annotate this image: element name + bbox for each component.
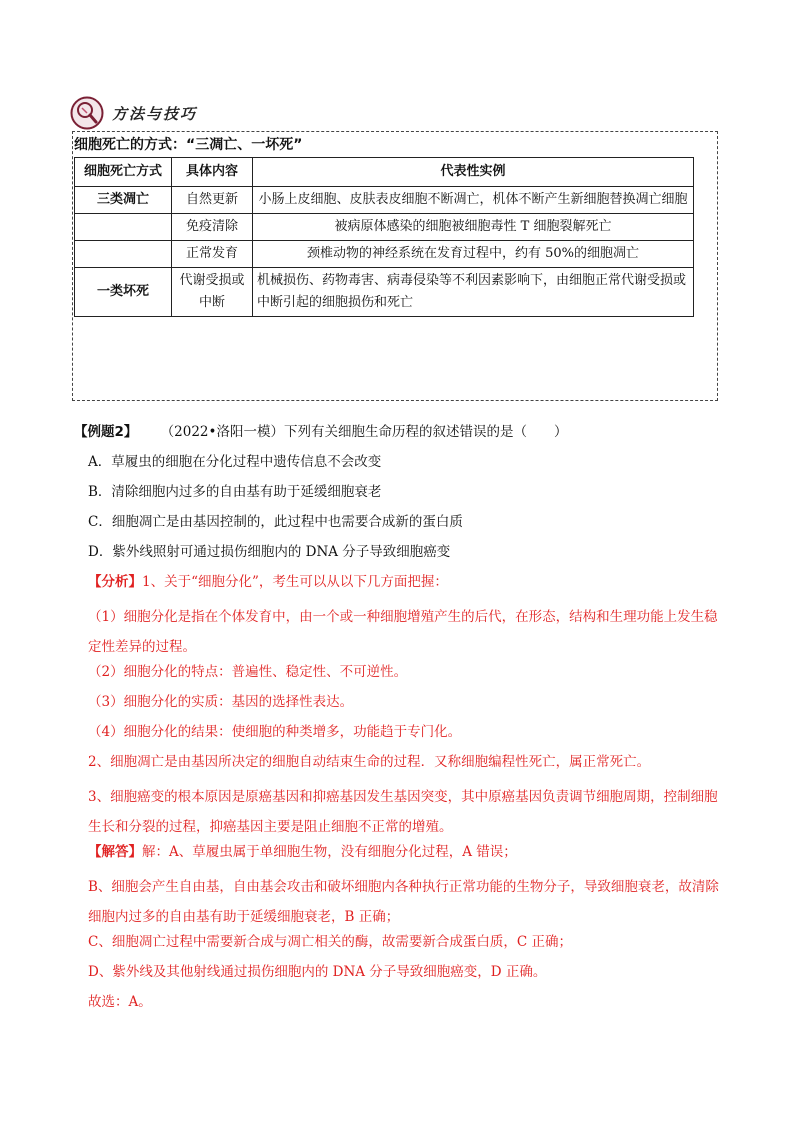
question-stem (74, 422, 567, 442)
answer-line: C、细胞凋亡过程中需要新合成与凋亡相关的酶，故需要新合成蛋白质，C 正确； (88, 934, 572, 950)
section-title: 方法与技巧 (112, 104, 198, 123)
example-cell: 机械损伤、药物毒害、病毒侵染等不利因素影响下，由细胞正常代谢受损或中断引起的细胞损伤和死亡 (253, 268, 694, 317)
option-d: D．紫外线照射可通过损伤细胞内的 DNA 分子导致细胞癌变 (88, 544, 451, 560)
analysis-line: （4）细胞分化的结果：使细胞的种类增多，功能趋于专门化。 (88, 724, 462, 740)
analysis-line: （3）细胞分化的实质：基因的选择性表达。 (88, 694, 354, 710)
magnifier-badge-icon (70, 96, 104, 130)
answer-tag: 【解答】 (88, 844, 142, 860)
answer-line: D、紫外线及其他射线通过损伤细胞内的 DNA 分子导致细胞癌变，D 正确。 (88, 964, 547, 980)
analysis-tag: 【分析】 (88, 574, 142, 590)
answer-line (88, 842, 738, 862)
analysis-line (88, 572, 738, 592)
answer-line: B、细胞会产生自由基，自由基会攻击和破坏细胞内各种执行正常功能的生物分子，导致细胞衰老，故清除细胞内过多的自由基有助于延缓细胞衰老，B 正确； (88, 879, 719, 925)
table-row (75, 241, 694, 268)
table-row (75, 214, 694, 241)
question-tag: 【例题2】 (74, 424, 138, 440)
col-header: 具体内容 (172, 158, 253, 187)
content-cell: 自然更新 (172, 187, 253, 214)
analysis-line: 2、细胞凋亡是由基因所决定的细胞自动结束生命的过程．又称细胞编程性死亡，属正常死亡。 (88, 754, 651, 770)
table-row (75, 268, 694, 317)
section-header (70, 96, 197, 130)
type-cell (75, 214, 172, 241)
col-header: 细胞死亡方式 (75, 158, 172, 187)
example-cell: 颈椎动物的神经系统在发育过程中，约有 50%的细胞凋亡 (253, 241, 694, 268)
answer-text: 解：A、草履虫属于单细胞生物，没有细胞分化过程，A 错误； (142, 844, 517, 860)
type-cell: 三类凋亡 (75, 187, 172, 214)
example-cell: 小肠上皮细胞、皮肤表皮细胞不断凋亡，机体不断产生新细胞替换凋亡细胞 (253, 187, 694, 214)
option-a: A．草履虫的细胞在分化过程中遗传信息不会改变 (88, 454, 382, 470)
content-cell: 代谢受损或中断 (172, 268, 253, 317)
content-cell: 正常发育 (172, 241, 253, 268)
col-header: 代表性实例 (253, 158, 694, 187)
question-source: （2022•洛阳一模）下列有关细胞生命历程的叙述错误的是（ ） (167, 424, 568, 440)
analysis-line: （1）细胞分化是指在个体发育中，由一个或一种细胞增殖产生的后代，在形态，结构和生理功能上发生稳定性差异的过程。 (88, 609, 718, 655)
analysis-line: （2）细胞分化的特点：普遍性、稳定性、不可逆性。 (88, 664, 408, 680)
example-cell: 被病原体感染的细胞被细胞毒性 T 细胞裂解死亡 (253, 214, 694, 241)
option-c: C．细胞凋亡是由基因控制的，此过程中也需要合成新的蛋白质 (88, 514, 463, 530)
box-title: 细胞死亡的方式：“三凋亡、一坏死” (74, 137, 303, 153)
analysis-line: 3、细胞癌变的根本原因是原癌基因和抑癌基因发生基因突变，其中原癌基因负责调节细胞周期，控制细胞生长和分裂的过程，抑癌基因主要是阻止细胞不正常的增殖。 (88, 789, 718, 835)
death-types-table (74, 157, 694, 317)
type-cell: 一类坏死 (75, 268, 172, 317)
option-b: B．清除细胞内过多的自由基有助于延缓细胞衰老 (88, 484, 382, 500)
type-cell (75, 241, 172, 268)
analysis-text: 1、关于“细胞分化”，考生可以从以下几方面把握： (142, 574, 448, 590)
table-header-row (75, 158, 694, 187)
answer-line: 故选：A。 (88, 994, 152, 1010)
content-cell: 免疫清除 (172, 214, 253, 241)
table-row (75, 187, 694, 214)
